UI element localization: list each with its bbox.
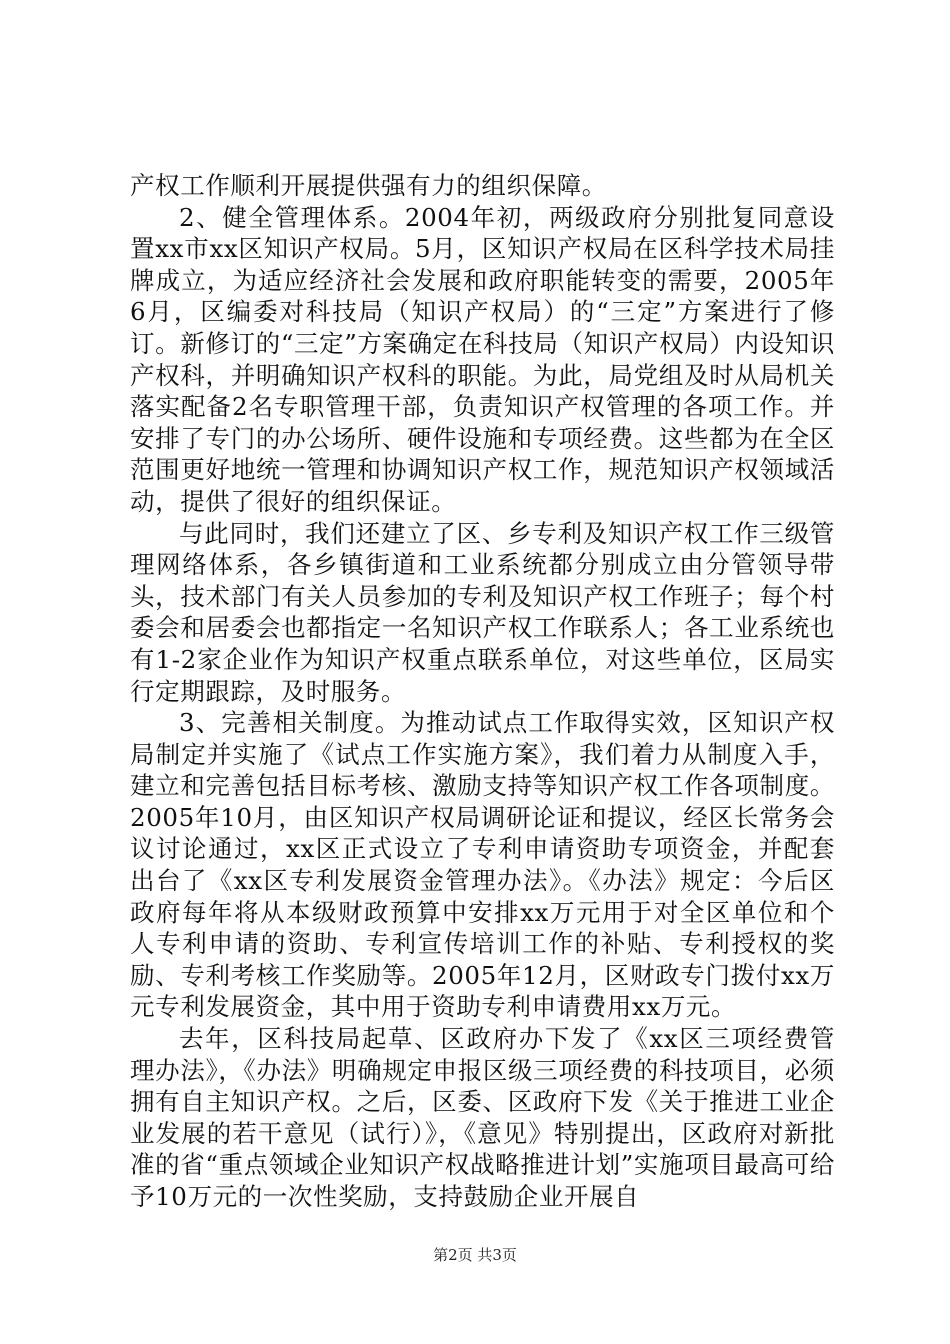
paragraph-3: 与此同时，我们还建立了区、乡专利及知识产权工作三级管理网络体系，各乡镇街道和工业系统都分别成立由分管领导带头，技术部门有关人员参加的专利及知识产权工作班子；每个村委会和居委会也都指定一名知识产权工作联系人；各工业系统也有1-2家企业作为知识产权重点联系单位，对这些单位，区局实行定期跟踪，及时服务。 bbox=[130, 518, 835, 706]
page-footer: 第2页 共3页 bbox=[433, 1246, 517, 1264]
paragraph-5: 去年，区科技局起草、区政府办下发了《xx区三项经费管理办法》，《办法》明确规定申报区级三项经费的科技项目，必须拥有自主知识产权。之后，区委、区政府下发《关于推进工业企业发展的若干意见（试行）》，《意见》特别提出，区政府对新批准的省“重点领域企业知识产权战略推进计划”实施项目最高可给予10万元的一次性奖励，支持鼓励企业开展自 bbox=[130, 1024, 835, 1211]
document-body bbox=[130, 170, 835, 1213]
paragraph-2: 2、健全管理体系。2004年初，两级政府分别批复同意设置xx市xx区知识产权局。5月，区知识产权局在区科学技术局挂牌成立，为适应经济社会发展和政府职能转变的需要，2005年6月，区编委对科技局（知识产权局）的“三定”方案进行了修订。新修订的“三定”方案确定在科技局（知识产权局）内设知识产权科，并明确知识产权科的职能。为此，局党组及时从局机关落实配备2名专职管理干部，负责知识产权管理的各项工作。并安排了专门的办公场所、硬件设施和专项经费。这些都为在全区范围更好地统一管理和协调知识产权工作，规范知识产权领域活动，提供了很好的组织保证。 bbox=[130, 202, 835, 516]
paragraph-4: 3、完善相关制度。为推动试点工作取得实效，区知识产权局制定并实施了《试点工作实施方案》，我们着力从制度入手，建立和完善包括目标考核、激励支持等知识产权工作各项制度。2005年10月，由区知识产权局调研论证和提议，经区长常务会议讨论通过，xx区正式设立了专利申请资助专项资金，并配套出台了《xx区专利发展资金管理办法》。《办法》规定：今后区政府每年将从本级财政预算中安排xx万元用于对全区单位和个人专利申请的资助、专利宣传培训工作的补贴、专利授权的奖励、专利考核工作奖励等。2005年12月，区财政专门拨付xx万元专利发展资金，其中用于资助专利申请费用xx万元。 bbox=[130, 708, 835, 1022]
paragraph-1: 产权工作顺利开展提供强有力的组织保障。 bbox=[130, 171, 607, 200]
